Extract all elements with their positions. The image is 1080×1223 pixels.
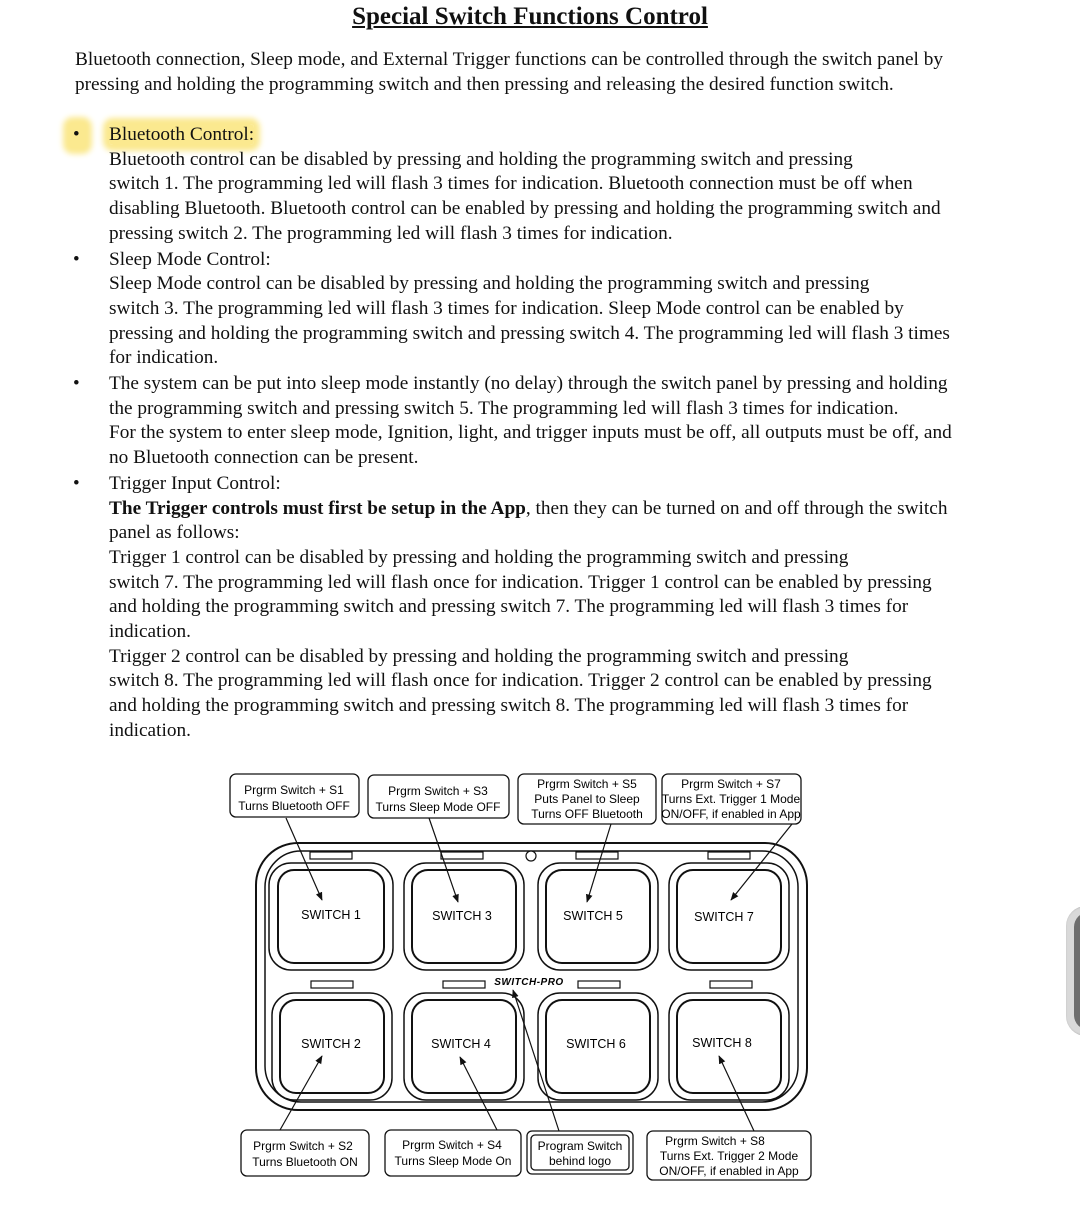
item-heading: Sleep Mode Control: — [109, 248, 271, 270]
item-line: For the system to enter sleep mode, Ignition, light, and trigger inputs must be off, all outputs must be off, and — [109, 422, 952, 444]
svg-text:Prgrm Switch + S5: Prgrm Switch + S5 — [537, 777, 637, 791]
item-heading: The system can be put into sleep mode instantly (no delay) through the switch panel by pressing and holding — [109, 373, 948, 395]
led-indicator — [576, 852, 618, 859]
item-line: indication. — [109, 621, 191, 643]
page-title: Special Switch Functions Control — [352, 3, 708, 30]
switch-6-button[interactable] — [538, 993, 658, 1100]
led-indicator — [578, 981, 620, 988]
switch-label: SWITCH 4 — [431, 1037, 491, 1051]
callout-s5 — [518, 774, 656, 824]
item-heading: Trigger Input Control: — [109, 472, 281, 494]
intro-line: Bluetooth connection, Sleep mode, and External Trigger functions can be controlled through the switch panel by — [75, 49, 943, 70]
svg-text:Turns Sleep Mode OFF: Turns Sleep Mode OFF — [375, 800, 501, 814]
svg-text:Prgrm Switch + S7: Prgrm Switch + S7 — [681, 777, 781, 791]
item-line: no Bluetooth connection can be present. — [109, 447, 419, 469]
item-line: Trigger 1 control can be disabled by pressing and holding the programming switch and pressing — [109, 546, 849, 568]
callout-s1 — [230, 774, 359, 817]
item-line: pressing and holding the programming switch and pressing switch 4. The programming led will flash 3 times — [109, 322, 950, 344]
svg-text:Puts Panel to Sleep: Puts Panel to Sleep — [534, 792, 640, 806]
callout-s2 — [241, 1130, 369, 1176]
callout-s4 — [385, 1130, 521, 1176]
switch-label: SWITCH 3 — [432, 909, 492, 923]
item-line: panel as follows: — [109, 522, 240, 544]
led-indicator — [441, 852, 483, 859]
item-line: switch 7. The programming led will flash once for indication. Trigger 1 control can be enabled by pressing — [109, 571, 932, 593]
switch-label: SWITCH 2 — [301, 1037, 361, 1051]
switch-4-button[interactable] — [404, 993, 524, 1100]
led-indicator — [443, 981, 485, 988]
callout-s8 — [647, 1131, 811, 1180]
item-line: and holding the programming switch and pressing switch 7. The programming led will flash 3 times for — [109, 596, 909, 618]
svg-text:Prgrm Switch + S8: Prgrm Switch + S8 — [665, 1134, 765, 1148]
bullet: • — [73, 373, 80, 395]
item-line: pressing switch 2. The programming led will flash 3 times for indication. — [109, 222, 673, 244]
callout-program-switch — [527, 1131, 633, 1174]
switch-3-button[interactable] — [404, 863, 524, 970]
item-line: indication. — [109, 719, 191, 741]
scroll-handle[interactable] — [1066, 906, 1080, 1036]
bullet: • — [73, 248, 80, 270]
svg-text:Prgrm Switch + S1: Prgrm Switch + S1 — [244, 783, 344, 797]
item-line: disabling Bluetooth. Bluetooth control can be enabled by pressing and holding the programming switch and — [109, 198, 941, 220]
intro-line: pressing and holding the programming switch and then pressing and releasing the desired function switch. — [75, 73, 894, 95]
led-indicator — [310, 852, 352, 859]
svg-text:behind logo: behind logo — [548, 1154, 612, 1168]
switch-label: SWITCH 5 — [563, 909, 623, 923]
switch-label: SWITCH 8 — [692, 1036, 752, 1050]
svg-text:Turns OFF Bluetooth: Turns OFF Bluetooth — [531, 807, 643, 821]
switch-label: SWITCH 6 — [566, 1037, 626, 1051]
item-line: for indication. — [109, 347, 219, 369]
item-line: and holding the programming switch and pressing switch 8. The programming led will flash 3 times for — [109, 695, 909, 717]
svg-text:ON/OFF, if enabled in App: ON/OFF, if enabled in App — [659, 1164, 799, 1178]
svg-text:Turns Bluetooth OFF: Turns Bluetooth OFF — [238, 799, 350, 813]
callout-s7 — [661, 774, 801, 824]
switch-pro-logo[interactable]: SWITCH-PRO — [494, 977, 564, 988]
item-line: Bluetooth control can be disabled by pressing and holding the programming switch and pressing — [109, 148, 853, 170]
callout-s3 — [368, 775, 509, 818]
svg-text:Prgrm Switch + S4: Prgrm Switch + S4 — [402, 1138, 502, 1152]
svg-text:Prgrm Switch + S3: Prgrm Switch + S3 — [388, 784, 488, 798]
switch-8-button[interactable] — [669, 993, 789, 1100]
switch-label: SWITCH 7 — [694, 910, 754, 924]
switch-7-button[interactable] — [669, 863, 789, 970]
item-line: switch 8. The programming led will flash once for indication. Trigger 2 control can be enabled by pressing — [109, 670, 932, 692]
svg-text:Turns Ext. Trigger 1 Mode: Turns Ext. Trigger 1 Mode — [661, 792, 801, 806]
led-indicator — [311, 981, 353, 988]
led-indicator — [710, 981, 752, 988]
item-line: switch 3. The programming led will flash 3 times for indication. Sleep Mode control can be enabled by — [109, 297, 904, 319]
switch-label: SWITCH 1 — [301, 908, 361, 922]
item-line: switch 1. The programming led will flash 3 times for indication. Bluetooth connection must be off when — [109, 173, 913, 195]
switch-1-button[interactable] — [269, 863, 393, 970]
svg-text:ON/OFF, if enabled in App: ON/OFF, if enabled in App — [661, 807, 801, 821]
svg-text:Program Switch: Program Switch — [537, 1139, 623, 1153]
item-line: the programming switch and pressing switch 5. The programming led will flash 3 times for indication. — [109, 397, 899, 419]
svg-text:Turns Bluetooth ON: Turns Bluetooth ON — [252, 1155, 358, 1169]
svg-text:Turns Ext. Trigger 2 Mode: Turns Ext. Trigger 2 Mode — [659, 1149, 799, 1163]
item-line: Sleep Mode control can be disabled by pressing and holding the programming switch and pressing — [109, 273, 870, 295]
svg-text:Prgrm Switch + S2: Prgrm Switch + S2 — [253, 1139, 353, 1153]
switch-5-button[interactable] — [538, 863, 658, 970]
item-line: Trigger 2 control can be disabled by pressing and holding the programming switch and pressing — [109, 645, 849, 667]
svg-text:Turns Sleep Mode On: Turns Sleep Mode On — [394, 1154, 512, 1168]
led-indicator — [708, 852, 750, 859]
switch-2-button[interactable] — [272, 993, 392, 1100]
bullet: • — [73, 472, 80, 494]
item-heading-highlighted: Bluetooth Control: — [109, 124, 255, 145]
bullet: • — [69, 123, 86, 148]
program-led-icon — [526, 851, 536, 861]
bold-note-rest: , then they can be turned on and off through the switch — [525, 497, 948, 519]
bold-note: The Trigger controls must first be setup in the App — [109, 497, 526, 519]
